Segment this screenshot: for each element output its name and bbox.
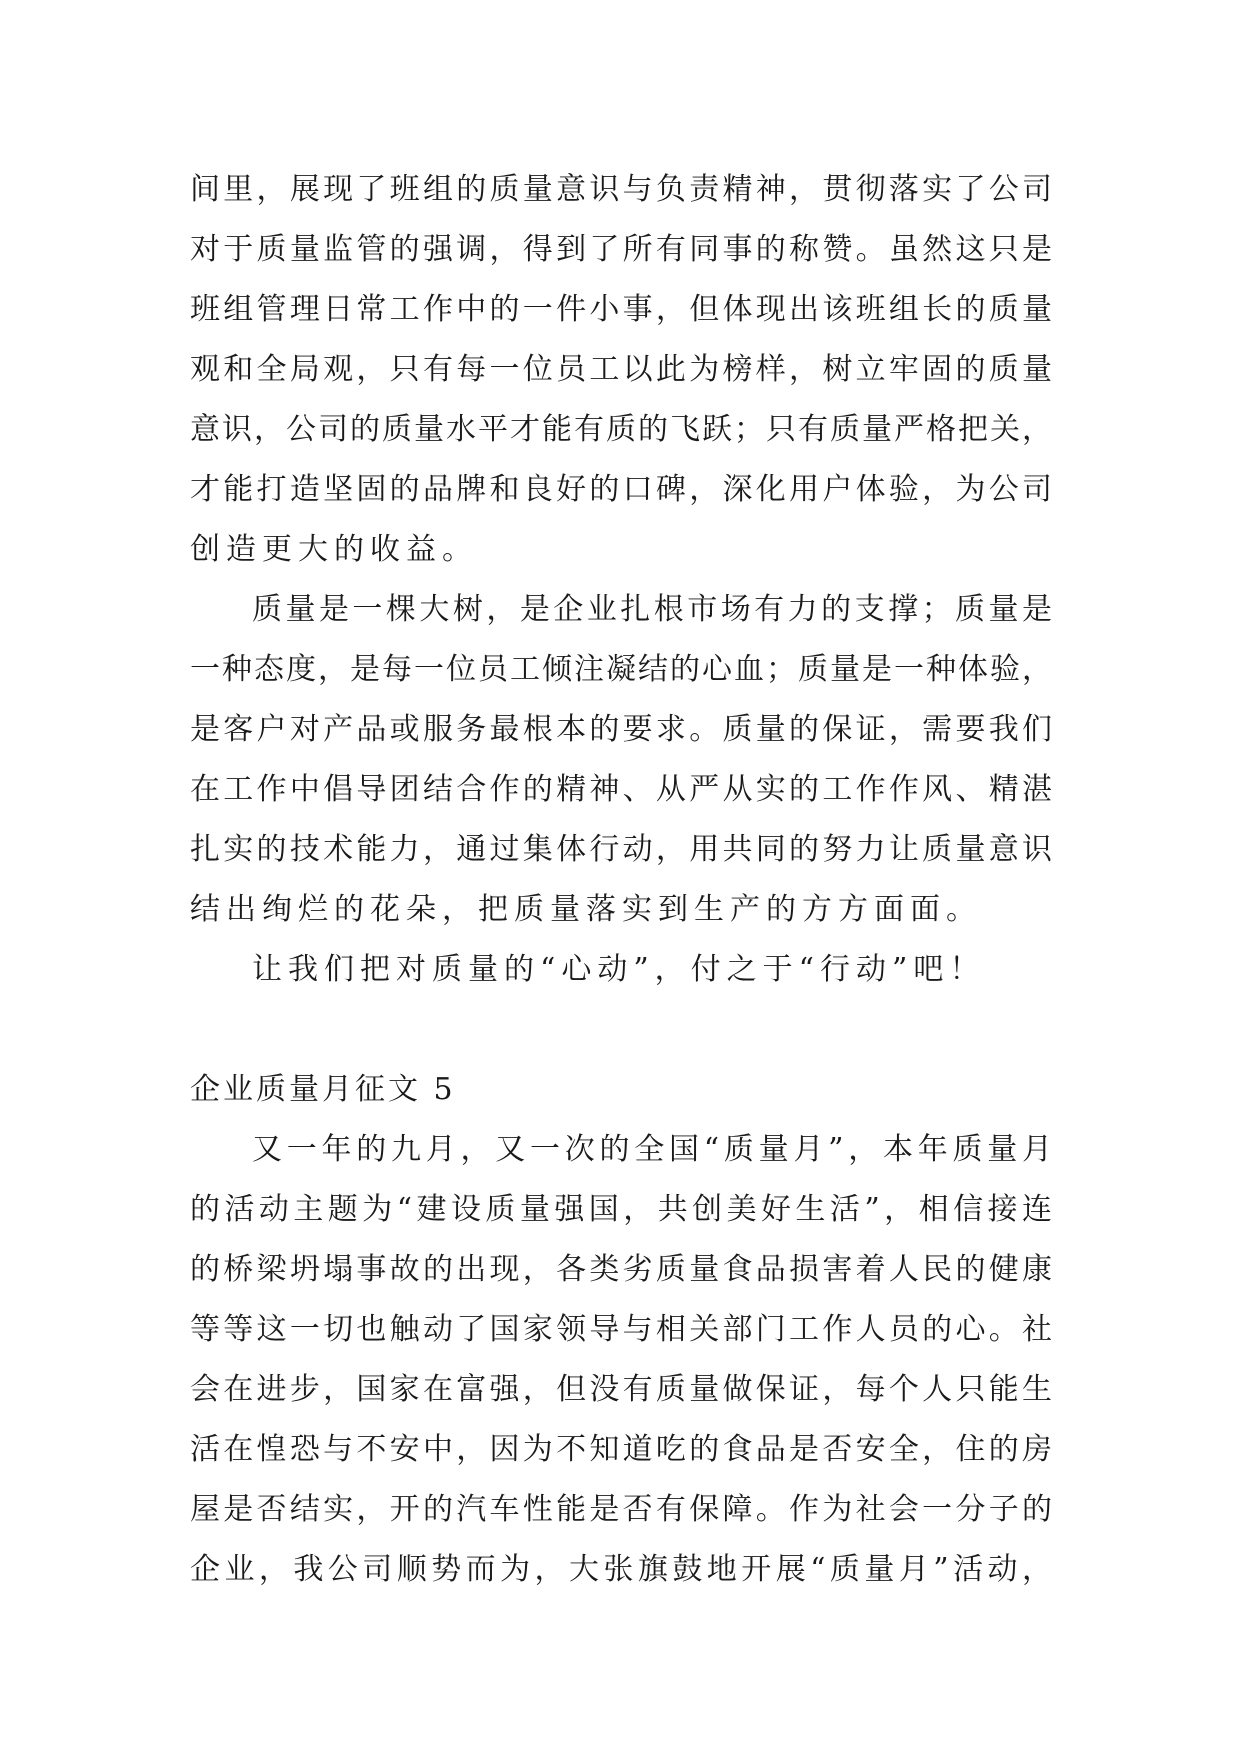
paragraph-line: 班组管理日常工作中的一件小事，但体现出该班组长的质量 — [190, 292, 1052, 327]
paragraph-line: 一种态度，是每一位员工倾注凝结的心血；质量是一种体验， — [190, 652, 1052, 687]
paragraph-line: 扎实的技术能力，通过集体行动，用共同的努力让质量意识 — [190, 832, 1052, 867]
paragraph-line: 创造更大的收益。 — [190, 532, 478, 567]
paragraph-line: 间里，展现了班组的质量意识与负责精神，贯彻落实了公司 — [190, 172, 1052, 207]
paragraph-line: 是客户对产品或服务最根本的要求。质量的保证，需要我们 — [190, 712, 1052, 747]
paragraph-line: 观和全局观，只有每一位员工以此为榜样，树立牢固的质量 — [190, 352, 1052, 387]
paragraph-line: 屋是否结实，开的汽车性能是否有保障。作为社会一分子的 — [190, 1492, 1052, 1527]
paragraph-line: 才能打造坚固的品牌和良好的口碑，深化用户体验，为公司 — [190, 472, 1052, 507]
paragraph-line: 等等这一切也触动了国家领导与相关部门工作人员的心。社 — [190, 1312, 1052, 1347]
paragraph-line: 在工作中倡导团结合作的精神、从严从实的工作作风、精湛 — [190, 772, 1052, 807]
paragraph-line: 会在进步，国家在富强，但没有质量做保证，每个人只能生 — [190, 1372, 1052, 1407]
paragraph — [190, 160, 1052, 580]
paragraph-line: 质量是一棵大树，是企业扎根市场有力的支撑；质量是 — [252, 592, 1052, 627]
document-body — [190, 160, 1052, 1600]
paragraph-line: 又一年的九月，又一次的全国“质量月”，本年质量月 — [252, 1132, 1052, 1167]
paragraph — [190, 580, 1052, 940]
paragraph-line: 活在惶恐与不安中，因为不知道吃的食品是否安全，住的房 — [190, 1432, 1052, 1467]
blank-line — [190, 1000, 1052, 1060]
paragraph-line: 结出绚烂的花朵，把质量落实到生产的方方面面。 — [190, 892, 982, 927]
paragraph-line: 意识，公司的质量水平才能有质的飞跃；只有质量严格把关， — [190, 412, 1052, 447]
paragraph-line: 让我们把对质量的“心动”，付之于“行动”吧！ — [252, 952, 986, 987]
section-heading: 企业质量月征文 5 — [190, 1072, 456, 1107]
paragraph — [190, 1120, 1052, 1600]
paragraph-line: 的活动主题为“建设质量强国，共创美好生活”，相信接连 — [190, 1192, 1052, 1227]
paragraph-line: 企业，我公司顺势而为，大张旗鼓地开展“质量月”活动， — [190, 1552, 1052, 1587]
paragraph-line: 的桥梁坍塌事故的出现，各类劣质量食品损害着人民的健康 — [190, 1252, 1052, 1287]
paragraph-line: 对于质量监管的强调，得到了所有同事的称赞。虽然这只是 — [190, 232, 1052, 267]
paragraph — [190, 940, 1052, 1000]
